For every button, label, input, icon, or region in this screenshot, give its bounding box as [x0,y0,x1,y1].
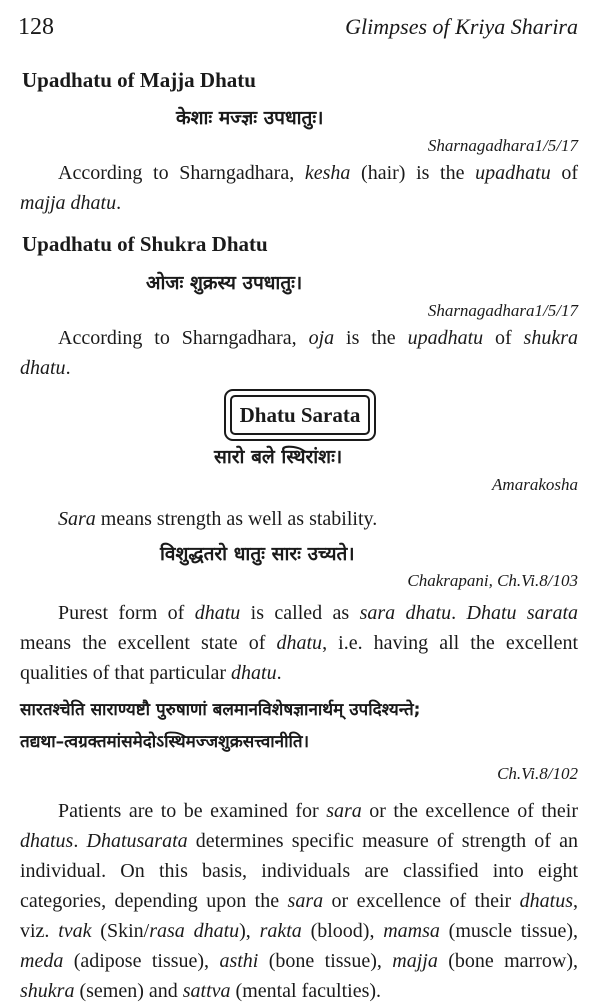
verse-charaka-line1: सारतश्चेति साराण्यष्टौ पुरुषाणां बलमानविशेषज्ञानार्थम् उपदिश्यन्ते; [20,700,421,720]
verse-charaka-line2: तद्यथा–त्वग्रक्तमांसमेदोऽस्थिमज्जशुक्रसत्त्वानीति। [20,732,310,752]
heading-shukra: Upadhatu of Shukra Dhatu [22,232,268,256]
page-number: 128 [18,14,54,40]
verse-majja: केशाः मज्ज्ञः उपधातुः। [176,107,324,129]
verse-sara: सारो बले स्थिरांशः। [214,446,343,468]
paragraph-shukra: According to Sharngadhara, oja is the upadhatu of shukra dhatu. [20,327,578,379]
paragraph-purest-form: Purest form of dhatu is called as sara dhatu. Dhatu sarata means the excellent state of dhatu, i.e. having all the excellent qualities of that particular dhatu. [20,602,579,684]
paragraph-sara: Sara means strength as well as stability. [58,508,378,530]
reference-majja: Sharnagadhara1/5/17 [427,136,578,155]
verse-shukra: ओजः शुक्रस्य उपधातुः। [146,272,303,294]
reference-amarakosha: Amarakosha [492,475,578,494]
section-title: Dhatu Sarata [230,395,370,435]
running-title: Glimpses of Kriya Sharira [345,14,578,39]
section-title-box [224,389,376,441]
reference-chakrapani: Chakrapani, Ch.Vi.8/103 [407,571,578,590]
page-header [18,14,578,44]
paragraph-majja: According to Sharngadhara, kesha (hair) is the upadhatu of majja dhatu. [20,162,579,214]
reference-charaka: Ch.Vi.8/102 [497,764,578,783]
paragraph-patients: Patients are to be examined for sara or the excellence of their dhatus. Dhatusarata determines specific measure of strength of an individual. On this basis, individuals are classified into eight categories, depending upon the sara or excellence of their dhatus, viz. tvak (Skin/rasa dhatu), rakta (blood), mamsa (muscle tissue), meda (adipose tissue), asthi (bone tissue), majja (bone marrow), shukra (semen) and sattva (mental faculties). [20,800,578,1002]
heading-majja: Upadhatu of Majja Dhatu [22,68,256,92]
verse-chakrapani: विशुद्धतरो धातुः सारः उच्यते। [160,543,355,565]
reference-shukra: Sharnagadhara1/5/17 [427,301,578,320]
